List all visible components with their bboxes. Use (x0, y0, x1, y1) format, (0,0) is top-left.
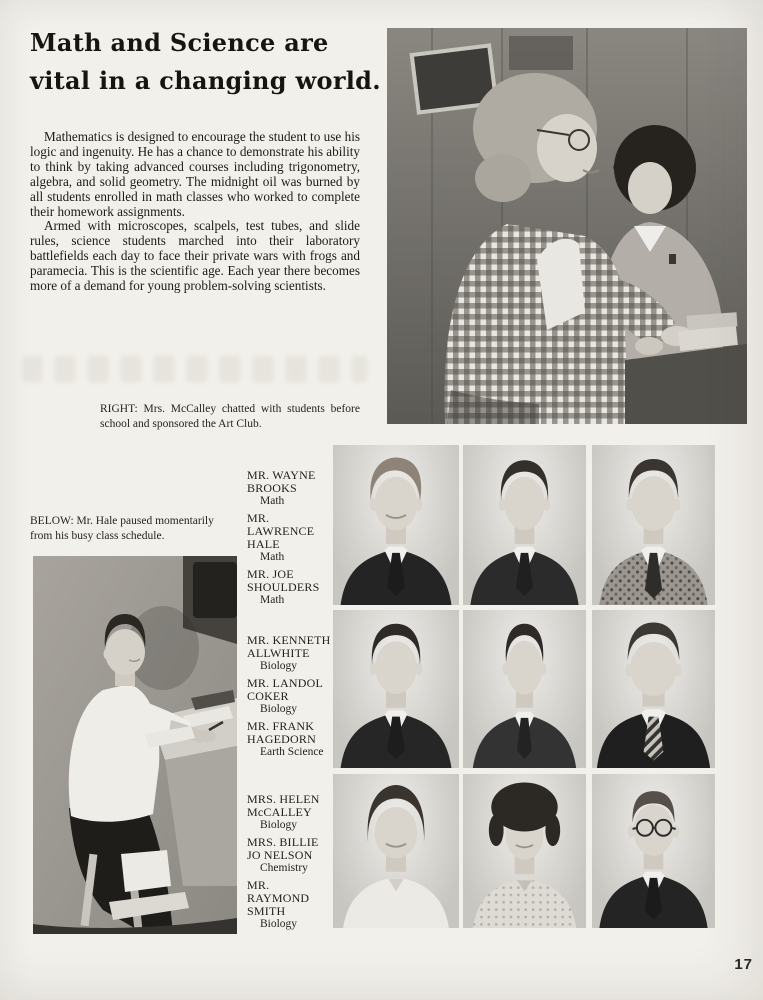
portrait-photo-shoulders (592, 445, 715, 605)
ink-bleed-ghost (22, 356, 367, 382)
portrait-illustration (592, 445, 715, 605)
intro-paragraph-2: Armed with microscopes, scalpels, test tubes, and slide rules, science students marched into their laboratory battlefields each day to face their private wars with frogs and paramecia. This is the scientific age. Each year there becomes more of a demand for young problem-solving scientists. (30, 218, 360, 294)
portrait-illustration (592, 774, 715, 928)
faculty-name: MRS. HELEN McCALLEY (247, 792, 320, 819)
faculty-subject: Math (260, 495, 285, 507)
faculty-entry (247, 634, 333, 673)
faculty-name: MR. WAYNE BROOKS (247, 468, 316, 495)
intro-text (30, 130, 360, 294)
faculty-name: MR. FRANK HAGEDORN (247, 719, 316, 746)
faculty-name: MR. JOE SHOULDERS (247, 567, 320, 594)
portrait-photo-hagedorn (592, 610, 715, 768)
faculty-entry (247, 836, 333, 875)
faculty-subject: Biology (260, 918, 298, 930)
faculty-name: MR. KENNETH ALLWHITE (247, 633, 331, 660)
faculty-entry (247, 793, 333, 832)
portrait-illustration (592, 610, 715, 768)
faculty-name: MRS. BILLIE JO NELSON (247, 835, 319, 862)
portrait-photo-nelson (463, 774, 586, 928)
faculty-entry (247, 879, 333, 931)
faculty-subject: Biology (260, 703, 298, 715)
faculty-subject: Math (260, 594, 285, 606)
portrait-photo-allwhite (333, 610, 459, 768)
faculty-entry (247, 512, 333, 564)
faculty-name: MR. LANDOL COKER (247, 676, 323, 703)
classroom-photo-illustration (387, 28, 747, 424)
portrait-photo-hale (463, 445, 586, 605)
page-title-line-1: Math and Science are (30, 28, 329, 57)
mccalley-caption: RIGHT: Mrs. McCalley chatted with students before school and sponsored the Art Club. (100, 403, 360, 430)
page-title (30, 24, 381, 100)
classroom-photo (387, 28, 747, 424)
page-title-line-2: vital in a changing world. (30, 66, 381, 95)
faculty-names-row-3 (247, 793, 333, 935)
hale-desk-photo (33, 556, 237, 934)
portrait-photo-brooks (333, 445, 459, 605)
portrait-photo-coker (463, 610, 586, 768)
hale-caption: BELOW: Mr. Hale paused momentarily from his busy class schedule. (30, 515, 214, 542)
faculty-subject: Math (260, 551, 285, 563)
page-number: 17 (734, 956, 753, 973)
faculty-entry (247, 677, 333, 716)
portrait-photo-smith (592, 774, 715, 928)
portrait-illustration (333, 445, 459, 605)
intro-paragraph-1: Mathematics is designed to encourage the student to use his logic and ingenuity. He has a chance to demonstrate his ability to think by taking advanced courses including trigonometry, algebra, and solid geometry. The midnight oil was burned by all students enrolled in math classes who worked to complete their homework assignments. (30, 129, 360, 219)
faculty-name: MR. RAYMOND SMITH (247, 878, 310, 918)
faculty-subject: Earth Science (260, 746, 324, 758)
faculty-entry (247, 720, 333, 759)
faculty-name: MR. LAWRENCE HALE (247, 511, 315, 551)
faculty-subject: Biology (260, 660, 298, 672)
portrait-illustration (333, 610, 459, 768)
faculty-names-row-1 (247, 469, 333, 611)
portrait-illustration (463, 445, 586, 605)
faculty-names-row-2 (247, 634, 333, 763)
hale-photo-illustration (33, 556, 237, 934)
portrait-illustration (463, 774, 586, 928)
portrait-photo-mccalley (333, 774, 459, 928)
portrait-illustration (333, 774, 459, 928)
faculty-subject: Biology (260, 819, 298, 831)
faculty-entry (247, 568, 333, 607)
faculty-subject: Chemistry (260, 862, 308, 874)
portrait-illustration (463, 610, 586, 768)
faculty-entry (247, 469, 333, 508)
